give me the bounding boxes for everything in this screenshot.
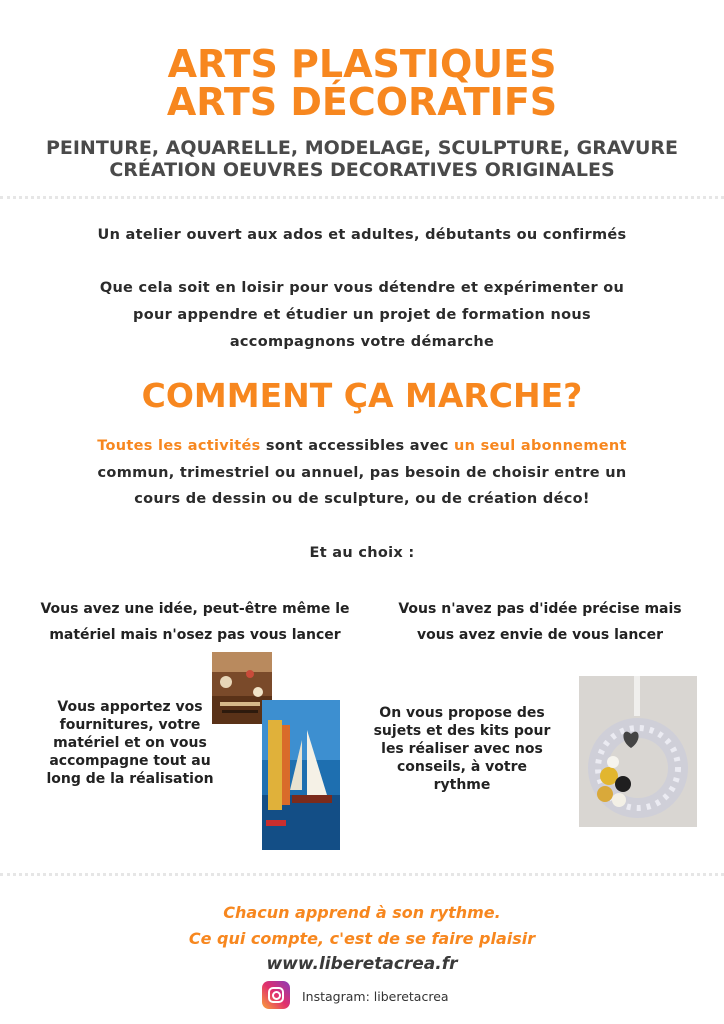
left-text-line: long de la réalisation [46,771,214,787]
divider-bottom [0,873,724,876]
highlight-activities: Toutes les activités [97,438,261,454]
instagram-handle[interactable]: Instagram: liberetacrea [302,989,449,1004]
left-text-line: fournitures, votre [59,717,201,733]
intro-line: Un atelier ouvert aux ados et adultes, débutants ou confirmés [97,227,627,243]
right-text-line: les réaliser avec nos [381,741,543,757]
divider-top [0,196,724,199]
how-line-1 [0,433,724,460]
subtitle-line-2: CRÉATION OEUVRES DECORATIVES ORIGINALES [109,159,615,181]
how-line-1-mid: sont accessibles avec [260,438,455,454]
right-text-line: conseils, à votre [397,759,527,775]
title-line-1: ARTS PLASTIQUES [167,42,557,86]
left-text [30,698,230,788]
how-line-2: commun, trimestriel ou annuel, pas besoin de choisir entre un [97,465,627,481]
right-text-line: On vous propose des [379,705,545,721]
title-line-2: ARTS DÉCORATIFS [166,80,558,124]
left-heading [20,596,370,648]
left-text-line: accompagne tout au [49,753,211,769]
boat-painting-photo [262,700,340,850]
intro-para-line-3: accompagnons votre démarche [229,334,495,350]
right-heading [370,596,710,648]
right-heading-line-1: Vous n'avez pas d'idée précise mais [398,601,682,617]
footer-line-1: Chacun apprend à son rythme. [223,903,501,922]
footer-line-2: Ce qui compte, c'est de se faire plaisir [188,929,536,948]
right-text [362,704,562,794]
left-heading-line-1: Vous avez une idée, peut-être même le [40,601,350,617]
right-text-line: rythme [433,777,491,793]
intro-para-line-1: Que cela soit en loisir pour vous détendre et expérimenter ou [99,280,625,296]
left-heading-line-2: matériel mais n'osez pas vous lancer [49,627,341,643]
instagram-icon[interactable] [262,981,290,1009]
website-link[interactable]: www.liberetacrea.fr [266,954,458,974]
how-line-3: cours de dessin ou de sculpture, ou de création déco! [134,491,590,507]
wreath-photo [579,676,697,827]
intro-para-line-2: pour appendre et étudier un projet de formation nous [133,307,591,323]
left-text-line: Vous apportez vos [57,699,203,715]
right-heading-line-2: vous avez envie de vous lancer [417,627,663,643]
subtitle-line-1: PEINTURE, AQUARELLE, MODELAGE, SCULPTURE, GRAVURE [45,137,679,159]
highlight-subscription: un seul abonnement [454,438,627,454]
choice-label: Et au choix : [309,545,415,561]
section-title: COMMENT ÇA MARCHE? [141,376,583,415]
left-text-line: matériel et on vous [53,735,207,751]
right-text-line: sujets et des kits pour [373,723,551,739]
